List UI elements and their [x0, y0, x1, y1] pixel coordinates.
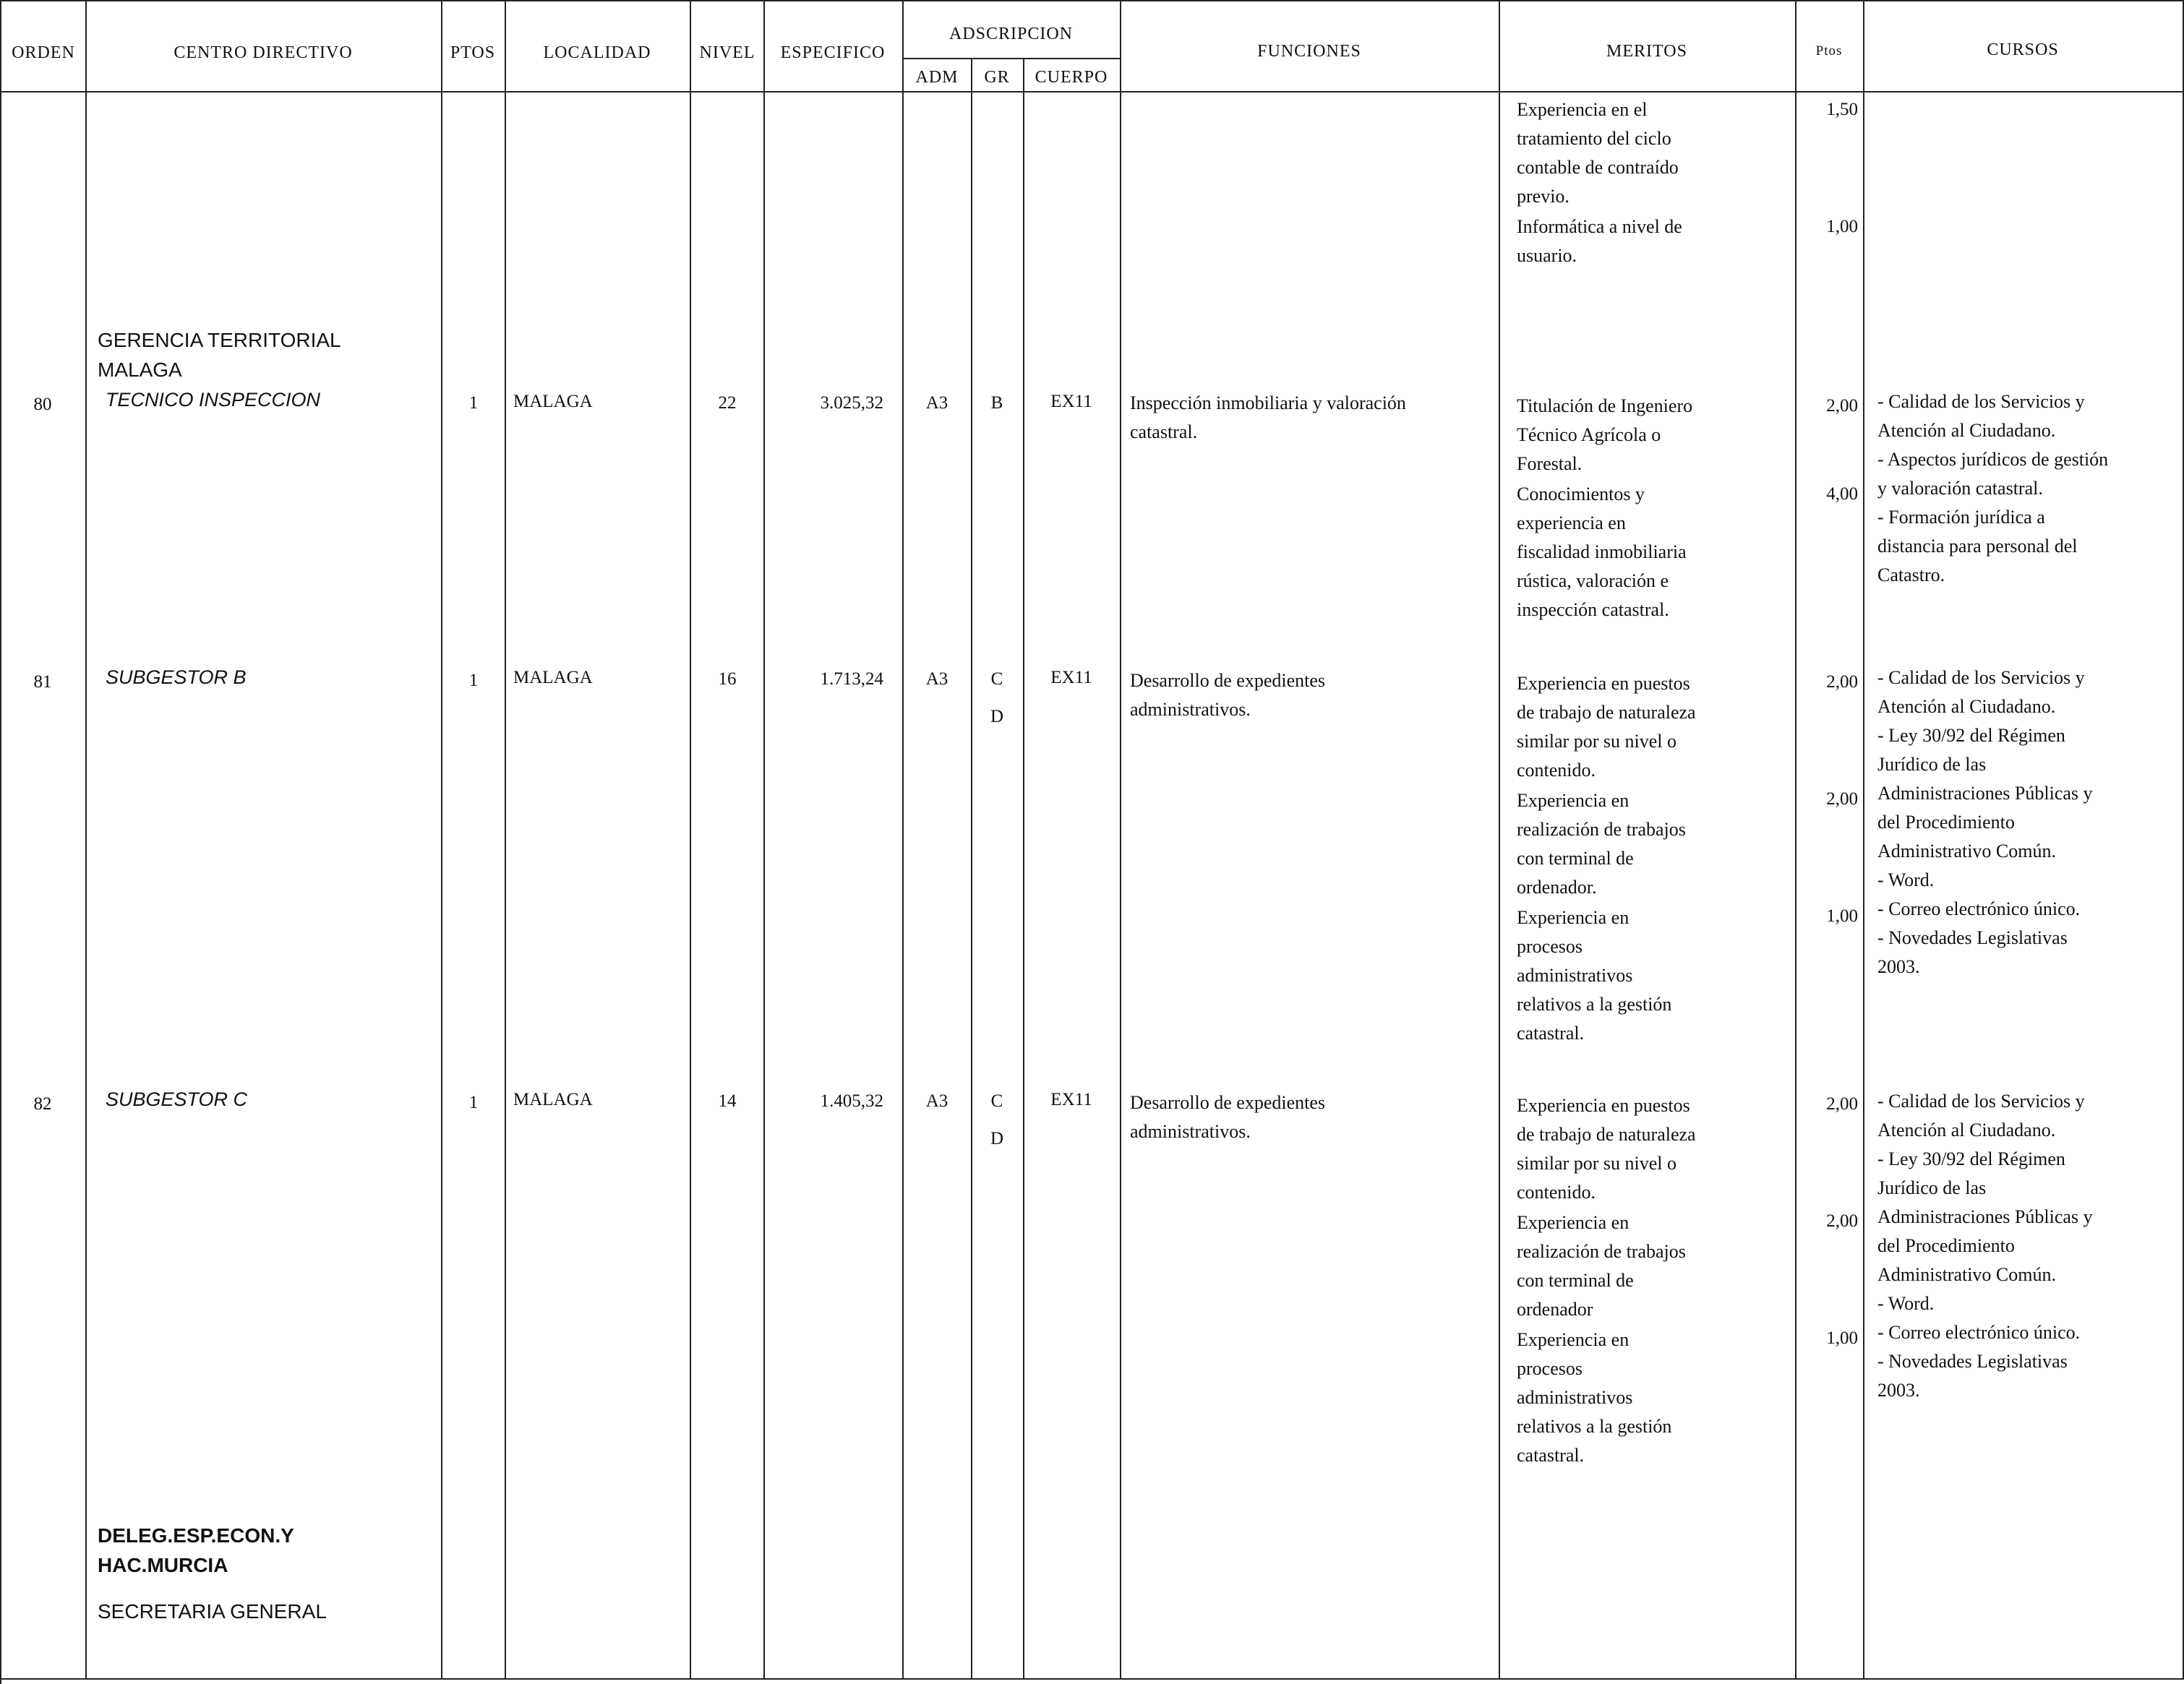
row-gr: C: [990, 1091, 1003, 1111]
row-nivel: 14: [718, 1091, 737, 1111]
row-puntos-2: 4,00: [1826, 484, 1858, 504]
header-meritos: MERITOS: [1606, 42, 1687, 61]
group-heading-gerencia-malaga: GERENCIA TERRITORIAL MALAGA: [98, 329, 341, 381]
row-localidad: MALAGA: [513, 392, 593, 411]
row-gr: B: [990, 393, 1003, 413]
row-especifico: 3.025,32: [820, 393, 883, 413]
row-ptos: 1: [468, 671, 479, 690]
row-cursos: - Calidad de los Servicios y Atención al Ciudadano. - Ley 30/92 del Régimen Jurídico de las Administraciones Públicas y del Procedimiento Administrativo Común. - Word. - Correo electrónico único. - Novedades Legislativas 2003.: [1877, 1091, 2093, 1401]
carryover-merito-2: Informática a nivel de usuario.: [1517, 216, 1682, 266]
header-cursos: CURSOS: [1987, 40, 2059, 59]
header-centro-directivo: CENTRO DIRECTIVO: [174, 43, 353, 62]
header-adm: ADM: [915, 68, 959, 87]
row-puesto: SUBGESTOR C: [106, 1088, 248, 1110]
row-puntos-1: 2,00: [1826, 1094, 1858, 1114]
row-puntos-3: 1,00: [1826, 1328, 1858, 1348]
row-merito-2: Experiencia en realización de trabajos con terminal de ordenador: [1517, 1212, 1686, 1320]
row-cuerpo: EX11: [1050, 1090, 1092, 1109]
row-gr: C: [990, 669, 1003, 689]
row-puntos-2: 2,00: [1826, 789, 1858, 809]
row-especifico: 1.713,24: [820, 669, 883, 689]
header-nivel: NIVEL: [699, 43, 755, 62]
header-orden: ORDEN: [12, 43, 75, 62]
row-nivel: 22: [718, 393, 737, 413]
header-funciones: FUNCIONES: [1257, 42, 1361, 61]
row-puntos-1: 2,00: [1826, 672, 1858, 692]
group-heading-murcia: DELEG.ESP.ECON.Y HAC.MURCIA: [98, 1524, 294, 1576]
row-funciones: Desarrollo de expedientes administrativos.: [1130, 1092, 1326, 1142]
row-merito-1: Experiencia en puestos de trabajo de naturaleza similar por su nivel o contenido.: [1517, 673, 1696, 781]
row-ptos: 1: [468, 1093, 479, 1112]
carryover-puntos-2: 1,00: [1826, 217, 1858, 236]
header-adscripcion: ADSCRIPCION: [948, 25, 1074, 43]
carryover-puntos-1: 1,50: [1826, 100, 1858, 119]
row-merito-2: Conocimientos y experiencia en fiscalidad inmobiliaria rústica, valoración e inspección catastral.: [1517, 484, 1687, 620]
header-localidad: LOCALIDAD: [543, 43, 651, 62]
row-cuerpo: EX11: [1050, 668, 1092, 687]
row-nivel: 16: [718, 669, 737, 689]
row-merito-1: Experiencia en puestos de trabajo de naturaleza similar por su nivel o contenido.: [1517, 1095, 1696, 1203]
header-ptos: PTOS: [450, 43, 496, 62]
subgroup-heading-secretaria: SECRETARIA GENERAL: [98, 1600, 327, 1623]
header-especifico: ESPECIFICO: [780, 43, 886, 62]
row-adm: A3: [925, 393, 948, 413]
row-merito-3: Experiencia en procesos administrativos relativos a la gestión catastral.: [1517, 907, 1672, 1044]
row-puntos-2: 2,00: [1826, 1211, 1858, 1231]
header-gr: GR: [984, 68, 1010, 87]
row-merito-3: Experiencia en procesos administrativos relativos a la gestión catastral.: [1517, 1329, 1672, 1466]
header-ptos-meritos: Ptos: [1815, 43, 1843, 59]
row-cursos: - Calidad de los Servicios y Atención al Ciudadano. - Aspectos jurídicos de gestión y valoración catastral. - Formación jurídica a distancia para personal del Catastro.: [1877, 391, 2109, 585]
row-adm: A3: [925, 1091, 948, 1111]
row-adm: A3: [925, 669, 948, 689]
header-cuerpo: CUERPO: [1035, 68, 1108, 87]
row-orden: 82: [33, 1094, 52, 1114]
carryover-merito-1: Experiencia en el tratamiento del ciclo contable de contraído previo.: [1517, 99, 1679, 207]
row-ptos: 1: [468, 393, 479, 413]
row-cuerpo: EX11: [1050, 392, 1092, 411]
row-localidad: MALAGA: [513, 668, 593, 687]
row-puesto: SUBGESTOR B: [106, 666, 247, 688]
row-merito-2: Experiencia en realización de trabajos con terminal de ordenador.: [1517, 790, 1686, 898]
row-orden: 81: [33, 672, 52, 692]
row-localidad: MALAGA: [513, 1090, 593, 1109]
row-gr-2: D: [990, 707, 1004, 726]
row-gr-2: D: [990, 1129, 1004, 1148]
row-puesto: TECNICO INSPECCION: [106, 389, 321, 411]
row-especifico: 1.405,32: [820, 1091, 883, 1111]
row-merito-1: Titulación de Ingeniero Técnico Agrícola o Forestal.: [1517, 395, 1693, 474]
row-orden: 80: [33, 395, 52, 414]
row-puntos-1: 2,00: [1826, 396, 1858, 416]
row-cursos: - Calidad de los Servicios y Atención al Ciudadano. - Ley 30/92 del Régimen Jurídico de las Administraciones Públicas y del Procedimiento Administrativo Común. - Word. - Correo electrónico único. - Novedades Legislativas 2003.: [1877, 667, 2093, 977]
row-funciones: Inspección inmobiliaria y valoración catastral.: [1130, 392, 1406, 442]
row-funciones: Desarrollo de expedientes administrativos.: [1130, 670, 1326, 720]
row-puntos-3: 1,00: [1826, 906, 1858, 926]
